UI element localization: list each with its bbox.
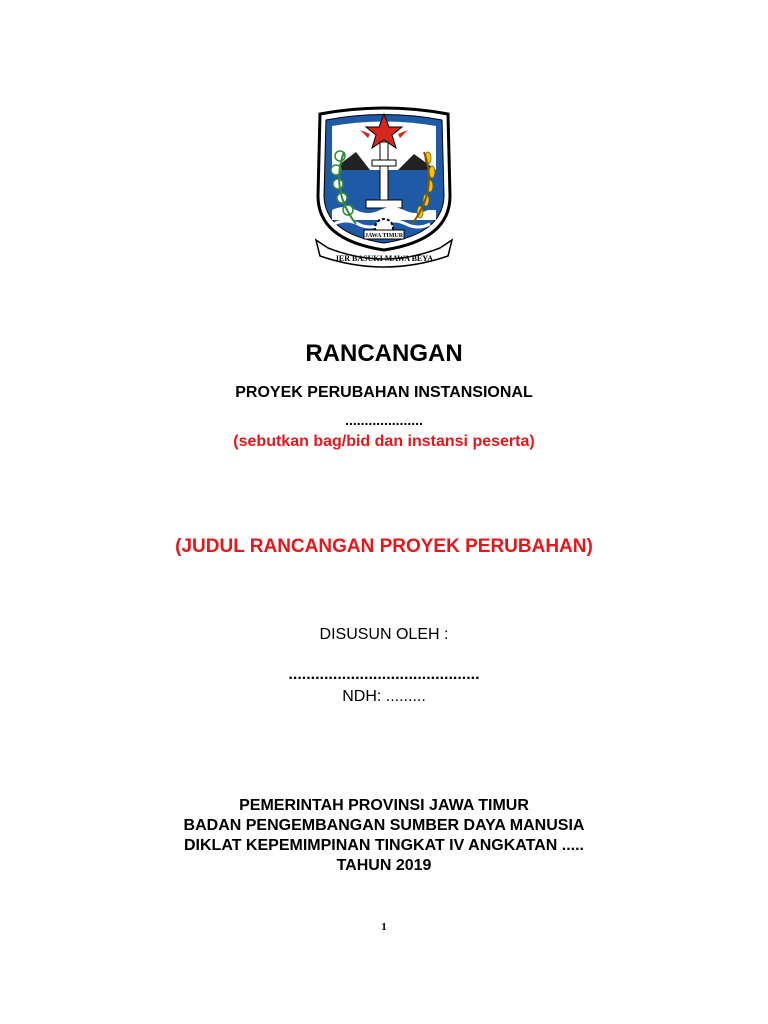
- unit-placeholder: ....................: [345, 412, 423, 428]
- document-subtitle: PROYEK PERUBAHAN INSTANSIONAL: [235, 384, 533, 401]
- document-title: RANCANGAN: [305, 340, 463, 367]
- institution-line-4: TAHUN 2019: [336, 857, 432, 874]
- institution-line-2: BADAN PENGEMBANGAN SUMBER DAYA MANUSIA: [183, 817, 585, 834]
- emblem-monument: [380, 142, 388, 208]
- jawa-timur-emblem: [310, 100, 458, 272]
- instruction-note: (sebutkan bag/bid dan instansi peserta): [233, 433, 535, 450]
- emblem-motto-ribbon: JER BASUKI MAWA BEYA: [334, 254, 434, 263]
- institution-line-1: PEMERINTAH PROVINSI JAWA TIMUR: [239, 797, 529, 814]
- project-title: (JUDUL RANCANGAN PROYEK PERUBAHAN): [175, 536, 593, 557]
- author-placeholder: ...........................................: [288, 666, 480, 683]
- composed-by-label: DISUSUN OLEH :: [319, 626, 449, 643]
- institution-line-3: DIKLAT KEPEMIMPINAN TINGKAT IV ANGKATAN .....: [184, 837, 584, 854]
- ndh-field: NDH: .........: [342, 688, 426, 705]
- emblem-motto-top: JAWA TIMUR: [364, 233, 404, 239]
- page-number: 1: [381, 921, 387, 933]
